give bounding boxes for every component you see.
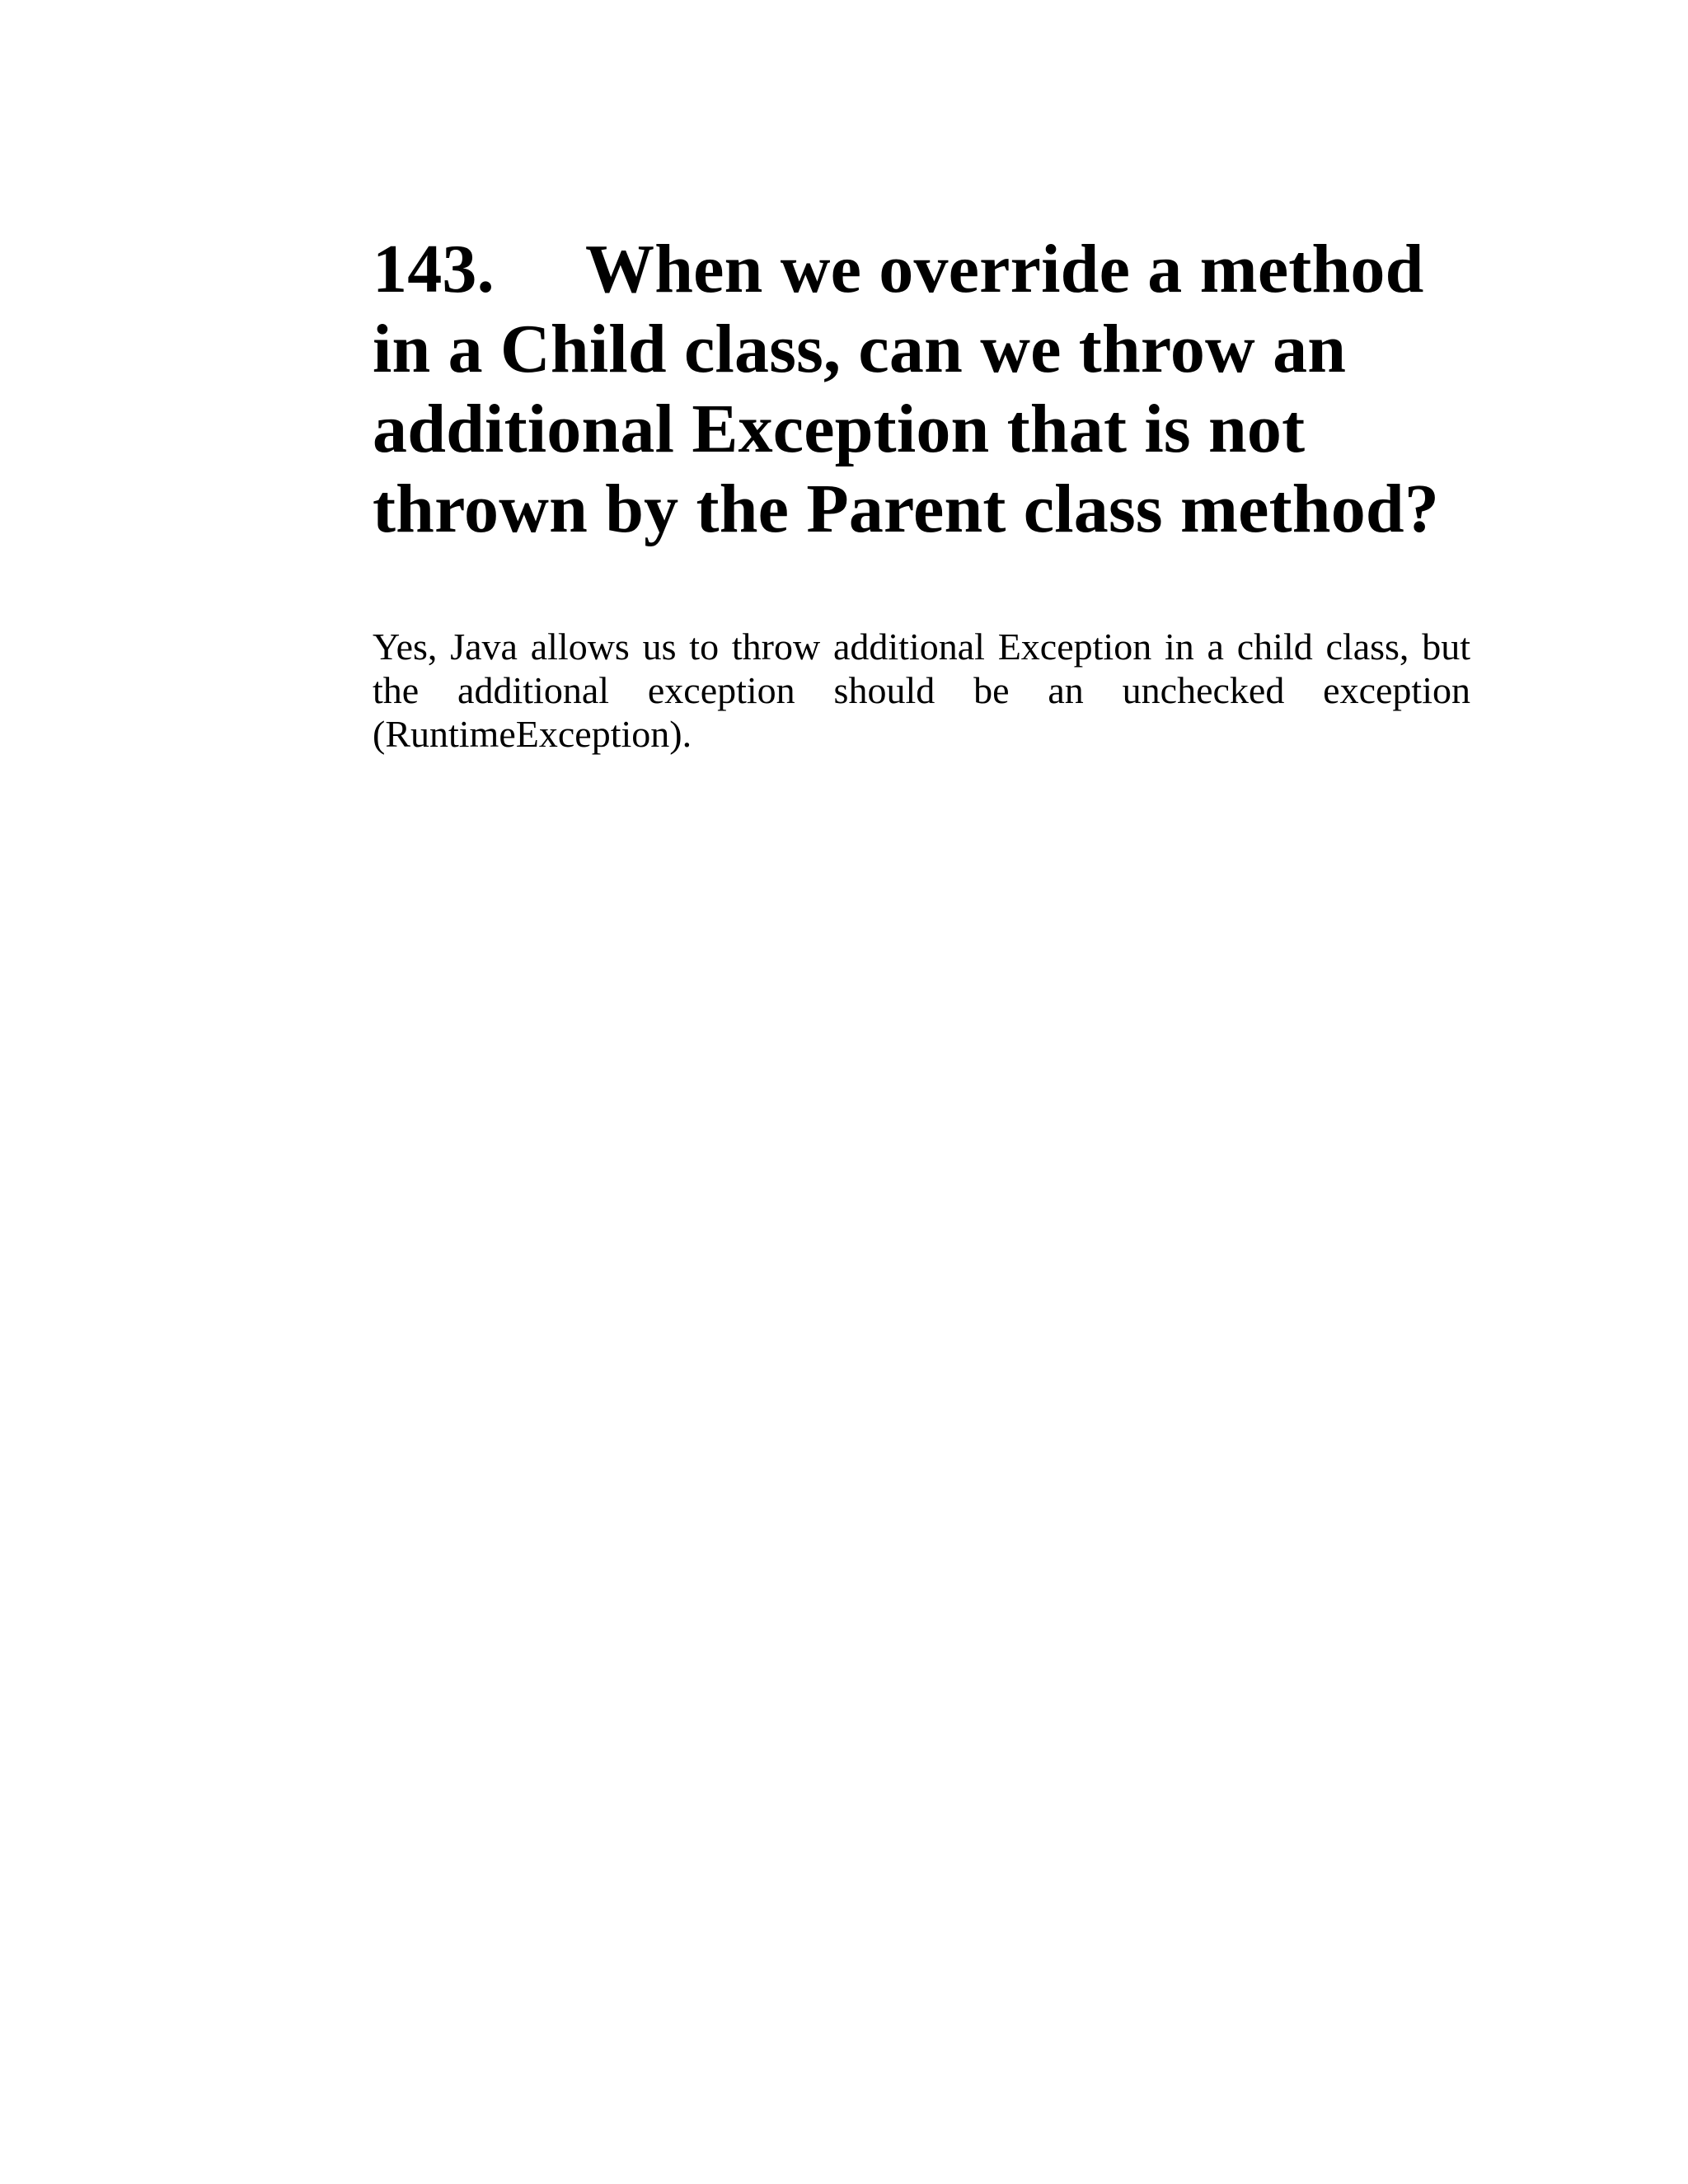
question-number: 143. (373, 231, 495, 307)
answer-paragraph: Yes, Java allows us to throw additional Exception in a child class, but the additional exception should be an unchecked exception (RuntimeException). (373, 626, 1470, 755)
document-page (373, 229, 1470, 756)
question-text: When we override a method in a Child class, can we throw an additional Exception that is not thrown by the Parent class method? (373, 231, 1440, 547)
question-heading (373, 229, 1470, 549)
